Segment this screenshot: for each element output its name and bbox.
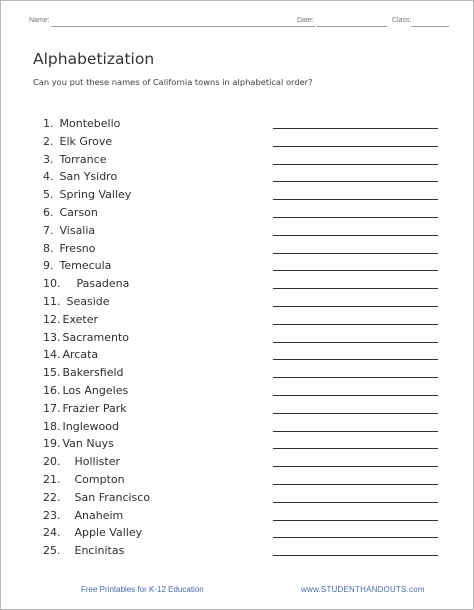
list-item — [43, 507, 123, 525]
item-number: 12. — [43, 312, 61, 326]
town-name: Carson — [59, 206, 98, 219]
answer-line[interactable] — [273, 537, 438, 538]
town-name: Bakersfield — [62, 366, 124, 380]
student-info-header — [29, 10, 447, 26]
town-name: Temecula — [59, 259, 112, 273]
answer-line[interactable] — [273, 502, 438, 503]
list-item — [43, 418, 119, 436]
list-item — [43, 471, 125, 489]
list-item — [43, 329, 129, 347]
item-number: 18. — [43, 419, 61, 433]
list-item — [43, 240, 96, 258]
answer-line[interactable] — [273, 448, 438, 449]
date-field[interactable] — [317, 26, 387, 27]
item-number: 10. — [43, 277, 61, 291]
item-number: 15. — [43, 366, 61, 380]
list-item — [43, 168, 117, 186]
town-name: Seaside — [66, 295, 110, 308]
town-name: Frazier Park — [62, 401, 127, 415]
answer-line[interactable] — [273, 235, 438, 236]
town-name: Arcata — [62, 348, 99, 362]
item-number: 7. — [43, 223, 54, 237]
town-name: Los Angeles — [62, 384, 129, 397]
list-item — [43, 133, 112, 151]
item-number: 11. — [43, 295, 61, 308]
item-number: 8. — [43, 241, 54, 255]
town-name: Hollister — [74, 455, 121, 469]
list-item — [43, 435, 114, 453]
item-number: 9. — [43, 259, 54, 273]
town-name: Spring Valley — [59, 188, 132, 202]
list-item — [43, 293, 110, 311]
answer-line[interactable] — [273, 484, 438, 485]
item-number: 13. — [43, 330, 61, 344]
answer-line[interactable] — [273, 199, 438, 200]
list-item — [43, 489, 150, 507]
list-item — [43, 524, 142, 542]
list-item — [43, 275, 129, 293]
list-item — [43, 186, 131, 204]
list-item — [43, 400, 127, 418]
list-item — [43, 204, 98, 222]
worksheet-title: Alphabetization — [33, 50, 155, 68]
answer-line[interactable] — [273, 181, 438, 182]
item-number: 16. — [43, 384, 61, 397]
item-number: 21. — [43, 473, 61, 486]
class-field[interactable] — [411, 26, 449, 27]
item-number: 5. — [43, 188, 54, 202]
class-label: Class: — [392, 17, 412, 24]
town-name: Inglewood — [62, 419, 119, 433]
list-item — [43, 382, 128, 400]
item-number: 24. — [43, 526, 61, 540]
item-number: 19. — [43, 437, 61, 451]
name-field[interactable] — [51, 26, 315, 27]
answer-line[interactable] — [273, 306, 438, 307]
list-item — [43, 542, 124, 560]
answer-line[interactable] — [273, 288, 438, 289]
list-item — [43, 311, 98, 329]
item-number: 3. — [43, 152, 54, 166]
answer-line[interactable] — [273, 270, 438, 271]
answer-line[interactable] — [273, 342, 438, 343]
name-label: Name: — [29, 17, 50, 24]
answer-line[interactable] — [273, 359, 438, 360]
item-number: 20. — [43, 455, 61, 469]
list-item — [43, 115, 120, 133]
footer-website-link[interactable]: www.STUDENTHANDOUTS.com — [301, 585, 425, 594]
town-name: Fresno — [59, 241, 96, 255]
town-name: Compton — [74, 473, 125, 486]
date-label: Date: — [297, 17, 314, 24]
answer-line[interactable] — [273, 555, 438, 556]
item-number: 6. — [43, 206, 54, 219]
item-number: 22. — [43, 490, 61, 504]
town-name: Encinitas — [74, 544, 125, 558]
list-item — [43, 346, 98, 364]
town-name: San Francisco — [74, 490, 151, 504]
answer-line[interactable] — [273, 146, 438, 147]
town-name: Van Nuys — [62, 437, 114, 451]
town-name: Apple Valley — [74, 526, 143, 540]
item-number: 1. — [43, 117, 54, 130]
town-name: Sacramento — [62, 330, 130, 344]
answer-line[interactable] — [273, 466, 438, 467]
list-item — [43, 364, 124, 382]
item-number: 14. — [43, 348, 61, 362]
town-name: Anaheim — [74, 508, 124, 522]
list-item — [43, 151, 106, 169]
town-name: Visalia — [59, 223, 96, 237]
list-item — [43, 222, 95, 240]
answer-line[interactable] — [273, 377, 438, 378]
answer-line[interactable] — [273, 520, 438, 521]
answer-line[interactable] — [273, 253, 438, 254]
list-item — [43, 257, 111, 275]
town-name: Montebello — [59, 117, 121, 130]
town-name: Exeter — [62, 312, 98, 326]
town-name: Pasadena — [76, 277, 130, 291]
answer-line[interactable] — [273, 164, 438, 165]
answer-line[interactable] — [273, 413, 438, 414]
footer-tagline: Free Printables for K-12 Education — [81, 585, 204, 594]
answer-line[interactable] — [273, 395, 438, 396]
town-name: Torrance — [59, 152, 107, 166]
item-number: 25. — [43, 544, 61, 558]
item-number: 23. — [43, 508, 61, 522]
answer-line[interactable] — [273, 431, 438, 432]
town-name: San Ysidro — [59, 170, 118, 184]
worksheet-instructions: Can you put these names of California towns in alphabetical order? — [33, 77, 313, 87]
item-number: 17. — [43, 401, 61, 415]
item-number: 2. — [43, 134, 54, 148]
answer-line[interactable] — [273, 217, 438, 218]
item-number: 4. — [43, 170, 54, 184]
answer-line[interactable] — [273, 324, 438, 325]
answer-line[interactable] — [273, 128, 438, 129]
list-item — [43, 453, 120, 471]
town-name: Elk Grove — [59, 134, 113, 148]
